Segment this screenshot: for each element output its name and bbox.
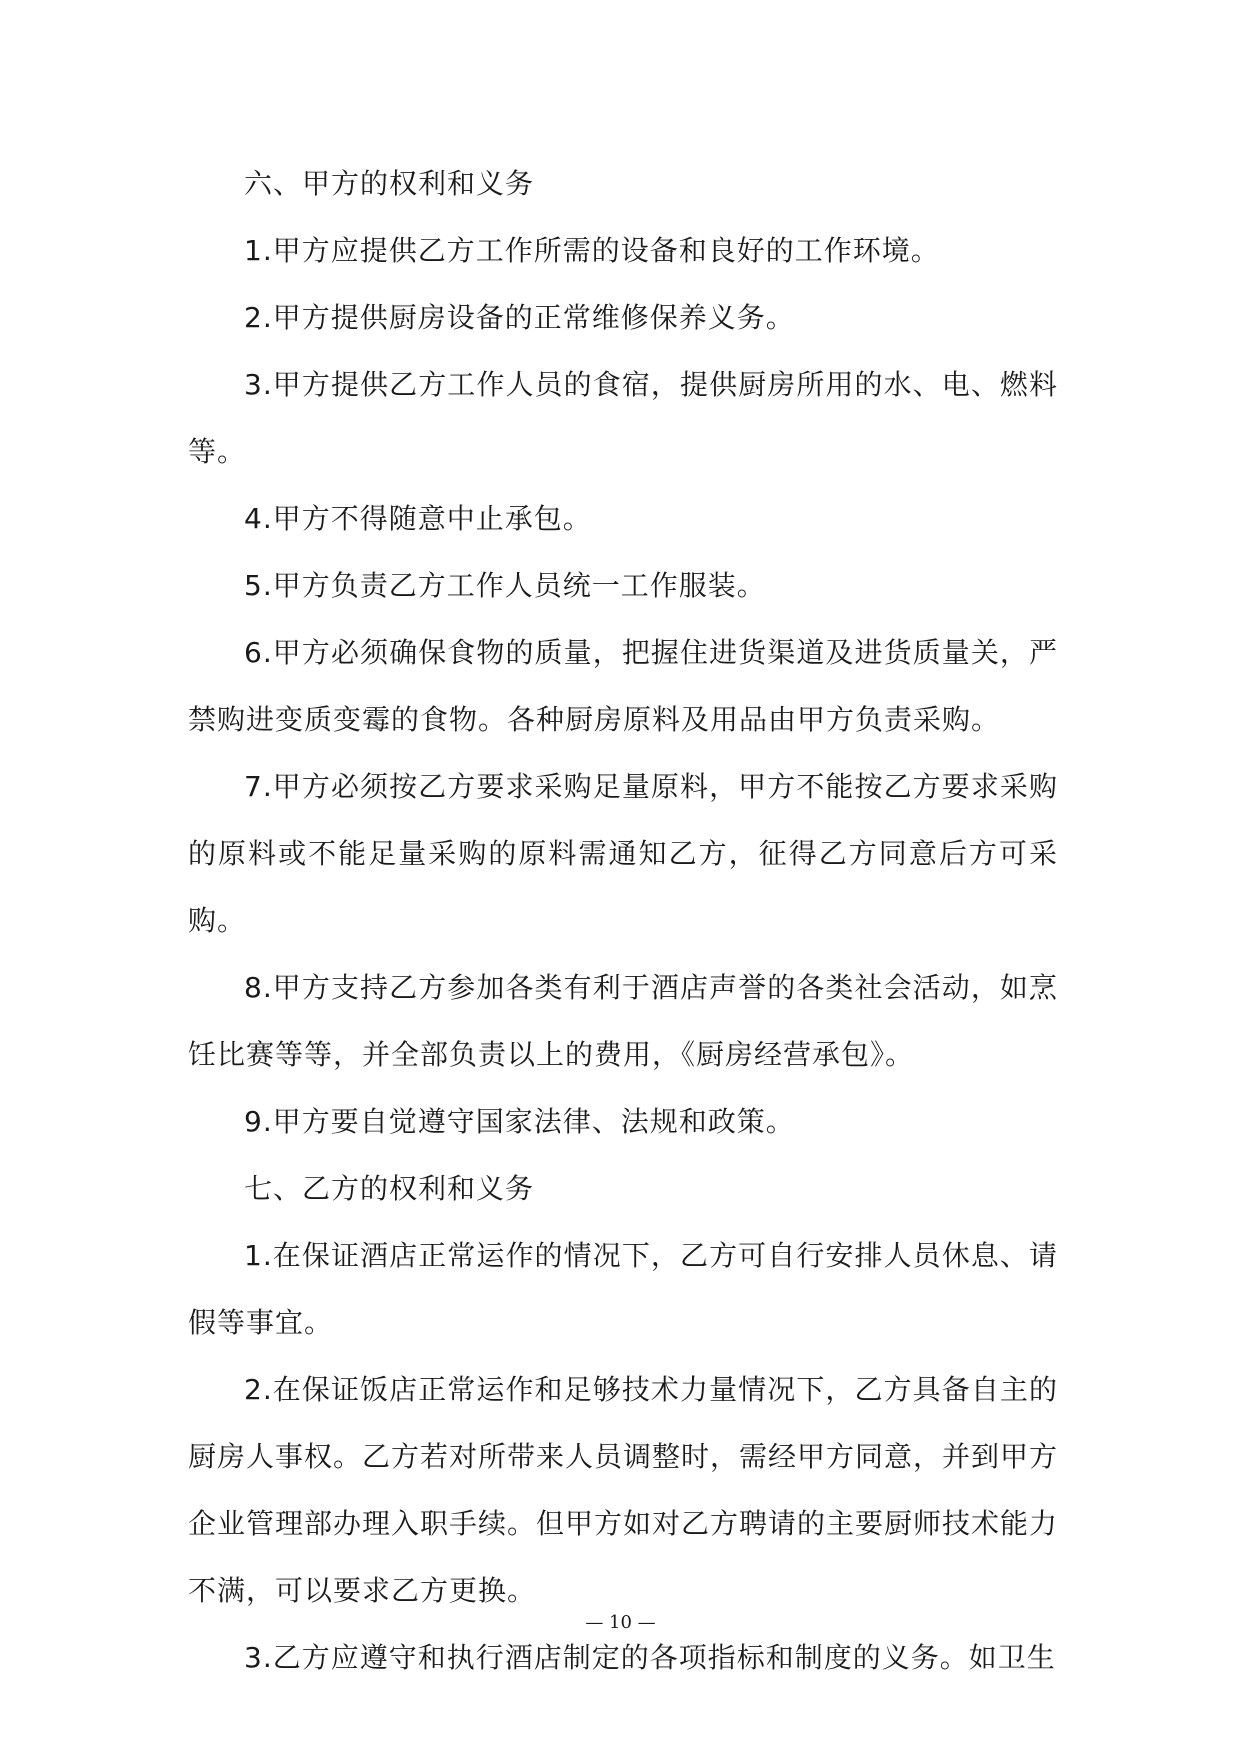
document-body xyxy=(188,150,1058,1691)
paragraph: 4.甲方不得随意中止承包。 xyxy=(244,502,592,535)
paragraph: 7.甲方必须按乙方要求采购足量原料，甲方不能按乙方要求采购的原料或不能足量采购的原料需通知乙方，征得乙方同意后方可采购。 xyxy=(188,770,1058,937)
paragraph: 5.甲方负责乙方工作人员统一工作服装。 xyxy=(244,569,766,602)
paragraph: 6.甲方必须确保食物的质量，把握住进货渠道及进货质量关，严禁购进变质变霉的食物。各种厨房原料及用品由甲方负责采购。 xyxy=(188,636,1058,736)
paragraph: 2.在保证饭店正常运作和足够技术力量情况下，乙方具备自主的厨房人事权。乙方若对所带来人员调整时，需经甲方同意，并到甲方企业管理部办理入职手续。但甲方如对乙方聘请的主要厨师技术能力不满，可以要求乙方更换。 xyxy=(188,1373,1059,1607)
paragraph: 3.甲方提供乙方工作人员的食宿，提供厨房所用的水、电、燃料等。 xyxy=(188,368,1058,468)
page-number: — 10 — xyxy=(585,1612,656,1633)
paragraph: 2.甲方提供厨房设备的正常维修保养义务。 xyxy=(244,301,795,334)
paragraph: 3.乙方应遵守和执行酒店制定的各项指标和制度的义务。如卫生 xyxy=(244,1641,1056,1674)
section-heading-party-a: 六、甲方的权利和义务 xyxy=(244,167,535,200)
paragraph: 9.甲方要自觉遵守国家法律、法规和政策。 xyxy=(244,1105,795,1138)
paragraph: 1.在保证酒店正常运作的情况下，乙方可自行安排人员休息、请假等事宜。 xyxy=(188,1239,1058,1339)
paragraph: 1.甲方应提供乙方工作所需的设备和良好的工作环境。 xyxy=(244,234,940,267)
section-heading-party-b: 七、乙方的权利和义务 xyxy=(244,1172,535,1205)
paragraph: 8.甲方支持乙方参加各类有利于酒店声誉的各类社会活动，如烹饪比赛等等，并全部负责以上的费用，《厨房经营承包》。 xyxy=(188,971,1058,1071)
